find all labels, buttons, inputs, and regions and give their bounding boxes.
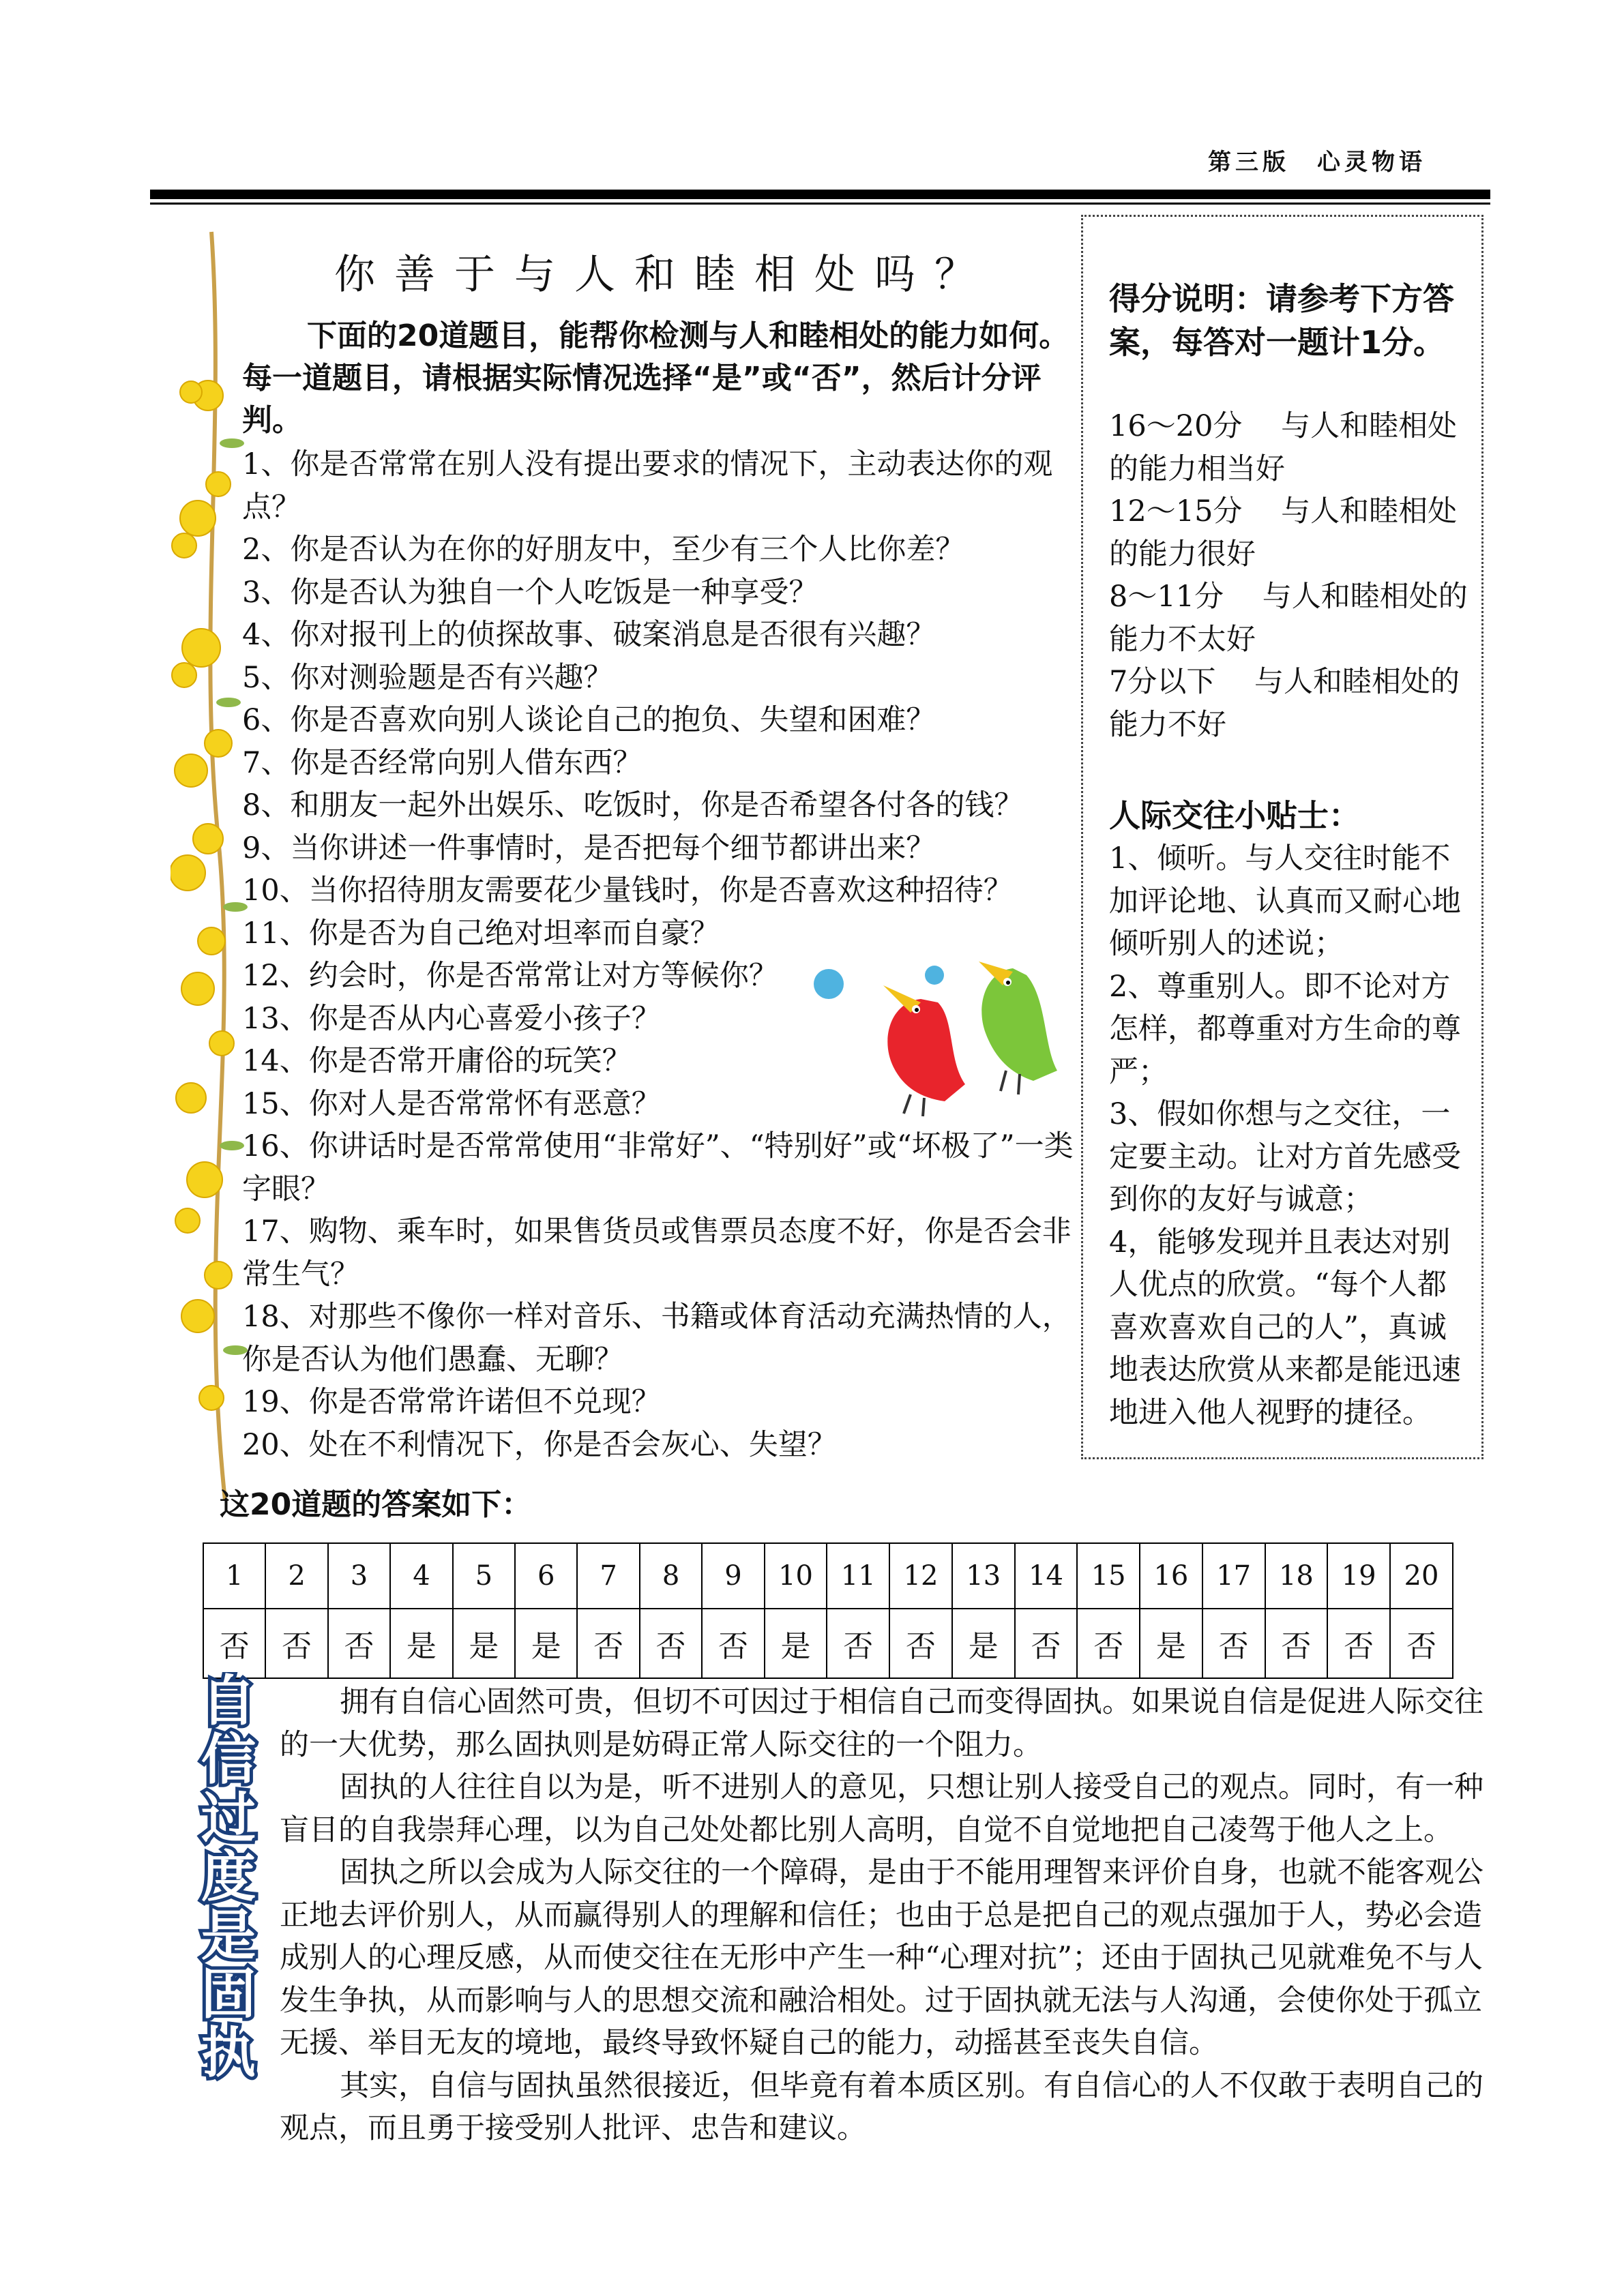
answer-value-cell: 否 xyxy=(1390,1609,1453,1678)
answer-value-cell: 是 xyxy=(390,1609,452,1678)
answer-value-cell: 否 xyxy=(827,1609,889,1678)
answer-value-cell: 是 xyxy=(515,1609,577,1678)
answer-value-row xyxy=(203,1609,1453,1678)
answer-number-cell: 5 xyxy=(453,1543,515,1609)
answer-number-cell: 13 xyxy=(952,1543,1015,1609)
tip-item: 4，能够发现并且表达对别人优点的欣赏。“每个人都喜欢喜欢自己的人”，真诚地表达欣赏从来都是能迅速地进入他人视野的捷径。 xyxy=(1109,1225,1461,1430)
answer-value-cell: 否 xyxy=(265,1609,327,1678)
answer-number-cell: 14 xyxy=(1015,1543,1078,1609)
tip-item: 2、尊重别人。即不论对方怎样，都尊重对方生命的尊严； xyxy=(1109,969,1461,1089)
question-item: 9、当你讲述一件事情时，是否把每个细节都讲出来？ xyxy=(242,831,936,865)
header-rule-thin xyxy=(150,203,1490,205)
scoring-title: 得分说明：请参考下方答案，每答对一题计1分。 xyxy=(1109,280,1454,361)
answer-value-cell: 是 xyxy=(1140,1609,1202,1678)
tip-item: 1、倾听。与人交往时能不加评论地、认真而又耐心地倾听别人的述说； xyxy=(1109,841,1461,961)
answer-value-cell: 否 xyxy=(1015,1609,1078,1678)
question-item: 18、对那些不像你一样对音乐、书籍或体育活动充满热情的人，你是否认为他们愚蠢、无聊？ xyxy=(242,1300,1072,1377)
answer-number-cell: 1 xyxy=(203,1543,265,1609)
question-item: 11、你是否为自己绝对坦率而自豪？ xyxy=(242,916,720,951)
question-item: 17、购物、乘车时，如果售货员或售票员态度不好，你是否会非常生气？ xyxy=(242,1214,1072,1292)
answer-number-cell: 9 xyxy=(702,1543,764,1609)
answer-value-cell: 否 xyxy=(1202,1609,1265,1678)
answer-heading: 这20道题的答案如下： xyxy=(220,1487,532,1522)
question-item: 15、你对人是否常常怀有恶意？ xyxy=(242,1086,661,1121)
answer-number-cell: 2 xyxy=(265,1543,327,1609)
answer-number-cell: 15 xyxy=(1077,1543,1140,1609)
question-item: 7、你是否经常向别人借东西？ xyxy=(242,745,643,780)
answer-number-cell: 11 xyxy=(827,1543,889,1609)
answer-value-cell: 否 xyxy=(1077,1609,1140,1678)
question-item: 16、你讲话时是否常常使用“非常好”、“特别好”或“坏极了”一类字眼？ xyxy=(242,1129,1074,1206)
score-range: 16～20分 与人和睦相处的能力相当好 xyxy=(1109,409,1458,486)
question-item: 20、处在不利情况下，你是否会灰心、失望？ xyxy=(242,1427,837,1462)
answer-value-cell: 否 xyxy=(577,1609,639,1678)
essay-paragraph: 其实，自信与固执虽然很接近，但毕竟有着本质区别。有自信心的人不仅敢于表明自己的观点，而且勇于接受别人批评、忠告和建议。 xyxy=(280,2068,1483,2145)
question-item: 13、你是否从内心喜爱小孩子？ xyxy=(242,1001,661,1036)
answer-value-cell: 是 xyxy=(765,1609,827,1678)
answer-number-cell: 10 xyxy=(765,1543,827,1609)
score-range: 8～11分 与人和睦相处的能力不太好 xyxy=(1109,580,1468,657)
page-header-section: 第三版 心灵物语 xyxy=(1208,149,1426,176)
essay-body xyxy=(280,1681,1497,2150)
tip-item: 3、假如你想与之交往，一定要主动。让对方首先感受到你的友好与诚意； xyxy=(1109,1097,1461,1217)
question-item: 8、和朋友一起外出娱乐、吃饭时，你是否希望各付各的钱？ xyxy=(242,788,1024,822)
answer-value-cell: 否 xyxy=(1327,1609,1390,1678)
essay-paragraph: 固执的人往往自以为是，听不进别人的意见，只想让别人接受自己的观点。同时，有一种盲目的自我崇拜心理，以为自己处处都比别人高明，自觉不自觉地把自己凌驾于他人之上。 xyxy=(280,1770,1483,1847)
question-item: 14、你是否常开庸俗的玩笑？ xyxy=(242,1044,632,1078)
score-range: 12～15分 与人和睦相处的能力很好 xyxy=(1109,494,1458,571)
question-item: 12、约会时，你是否常常让对方等候你？ xyxy=(242,959,778,993)
answer-number-cell: 6 xyxy=(515,1543,577,1609)
answer-number-cell: 16 xyxy=(1140,1543,1202,1609)
answer-number-cell: 8 xyxy=(640,1543,702,1609)
answer-number-cell: 20 xyxy=(1390,1543,1453,1609)
vertical-title-text: 自信过度是固执 xyxy=(201,1672,256,2085)
quiz-intro: 下面的20道题目，能帮你检测与人和睦相处的能力如何。每一道题目，请根据实际情况选择“是”或“否”，然后计分评判。 xyxy=(242,318,1069,438)
answer-value-cell: 否 xyxy=(203,1609,265,1678)
quiz-title: 你善于与人和睦相处吗？ xyxy=(334,251,994,299)
answer-number-cell: 12 xyxy=(889,1543,952,1609)
answer-value-cell: 否 xyxy=(640,1609,702,1678)
question-item: 1、你是否常常在别人没有提出要求的情况下，主动表达你的观点？ xyxy=(242,447,1053,524)
answer-number-row xyxy=(203,1543,1453,1609)
answer-number-cell: 3 xyxy=(328,1543,390,1609)
answer-value-cell: 否 xyxy=(328,1609,390,1678)
answer-value-cell: 否 xyxy=(889,1609,952,1678)
answer-value-cell: 是 xyxy=(952,1609,1015,1678)
answer-value-cell: 是 xyxy=(453,1609,515,1678)
answer-number-cell: 19 xyxy=(1327,1543,1390,1609)
answer-number-cell: 4 xyxy=(390,1543,452,1609)
answer-number-cell: 18 xyxy=(1265,1543,1328,1609)
header-rule-thick xyxy=(150,190,1490,199)
essay-paragraph: 固执之所以会成为人际交往的一个障碍，是由于不能用理智来评价自身，也就不能客观公正地去评价别人，从而赢得别人的理解和信任；也由于总是把自己的观点强加于人，势必会造成别人的心理反感，从而使交往在无形中产生一种“心理对抗”；还由于固执己见就难免不与人发生争执，从而影响与人的思想交流和融洽相处。过于固执就无法与人沟通，会使你处于孤立无援、举目无友的境地，最终导致怀疑自己的能力，动摇甚至丧失自信。 xyxy=(280,1855,1483,2060)
question-item: 6、你是否喜欢向别人谈论自己的抱负、失望和困难？ xyxy=(242,703,936,737)
answer-value-cell: 否 xyxy=(1265,1609,1328,1678)
question-item: 3、你是否认为独自一个人吃饭是一种享受？ xyxy=(242,575,818,610)
birds-illustration xyxy=(808,938,1071,1118)
sidebar-box xyxy=(1081,215,1483,1459)
tips-title: 人际交往小贴士： xyxy=(1109,797,1360,834)
answer-number-cell: 7 xyxy=(577,1543,639,1609)
vertical-title-art xyxy=(184,1672,273,2088)
essay-paragraph: 拥有自信心固然可贵，但切不可因过于相信自己而变得固执。如果说自信是促进人际交往的一大优势，那么固执则是妨碍正常人际交往的一个阻力。 xyxy=(280,1685,1483,1762)
answer-number-cell: 17 xyxy=(1202,1543,1265,1609)
question-item: 10、当你招待朋友需要花少量钱时，你是否喜欢这种招待？ xyxy=(242,874,1013,908)
answer-value-cell: 否 xyxy=(702,1609,764,1678)
question-item: 4、你对报刊上的侦探故事、破案消息是否很有兴趣？ xyxy=(242,618,936,652)
question-item: 19、你是否常常许诺但不兑现？ xyxy=(242,1385,661,1419)
question-item: 2、你是否认为在你的好朋友中，至少有三个人比你差？ xyxy=(242,533,965,567)
question-item: 5、你对测验题是否有兴趣？ xyxy=(242,660,613,695)
score-range: 7分以下 与人和睦相处的能力不好 xyxy=(1109,665,1460,742)
answer-table xyxy=(203,1542,1453,1679)
